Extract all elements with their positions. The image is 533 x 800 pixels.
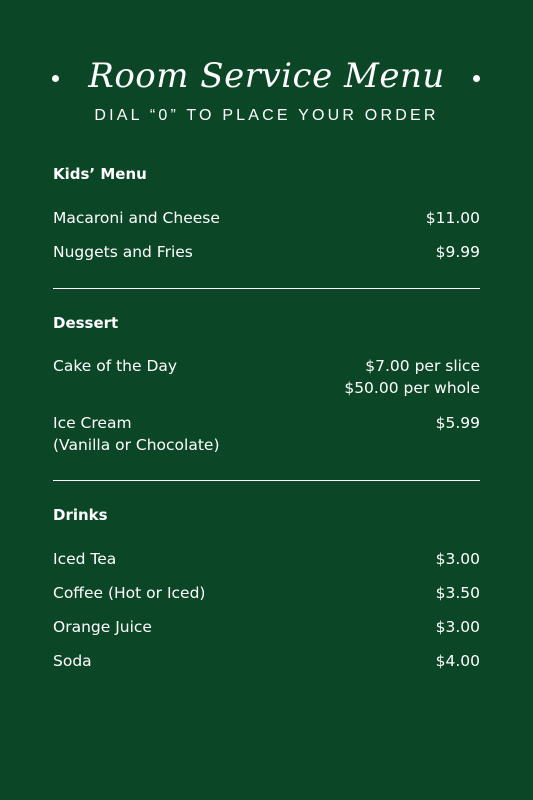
item-name-secondary: (Vanilla or Chocolate): [53, 436, 220, 454]
item-price: $11.00: [425, 209, 480, 227]
item-price: $3.50: [435, 584, 480, 602]
item-price: $9.99: [435, 243, 480, 261]
item-price: $3.00: [435, 550, 480, 568]
section-divider: [53, 288, 480, 289]
item-price: $3.00: [435, 618, 480, 636]
item-name: Coffee (Hot or Iced): [53, 584, 206, 602]
item-name: Iced Tea: [53, 550, 117, 568]
item-price-group: [344, 355, 480, 399]
item-price: $5.99: [435, 414, 480, 432]
item-name: Cake of the Day: [53, 357, 178, 375]
item-name: Ice Cream: [53, 414, 132, 432]
section-heading-kids: Kids’ Menu: [53, 165, 147, 183]
item-name: Soda: [53, 652, 92, 670]
section-divider: [53, 480, 480, 481]
item-name-group: [53, 412, 220, 456]
item-name: Macaroni and Cheese: [53, 209, 220, 227]
section-heading-dessert: Dessert: [53, 314, 119, 332]
item-price-secondary: $50.00 per whole: [344, 379, 480, 397]
item-name: Orange Juice: [53, 618, 152, 636]
menu-title: Room Service Menu: [88, 56, 445, 96]
decorative-dot-right: [473, 75, 480, 82]
item-price: $4.00: [435, 652, 480, 670]
item-price: $7.00 per slice: [365, 357, 480, 375]
menu-subtitle: DIAL “0” TO PLACE YOUR ORDER: [94, 107, 439, 124]
item-name: Nuggets and Fries: [53, 243, 193, 261]
menu-header: [0, 50, 533, 140]
section-heading-drinks: Drinks: [53, 506, 108, 524]
